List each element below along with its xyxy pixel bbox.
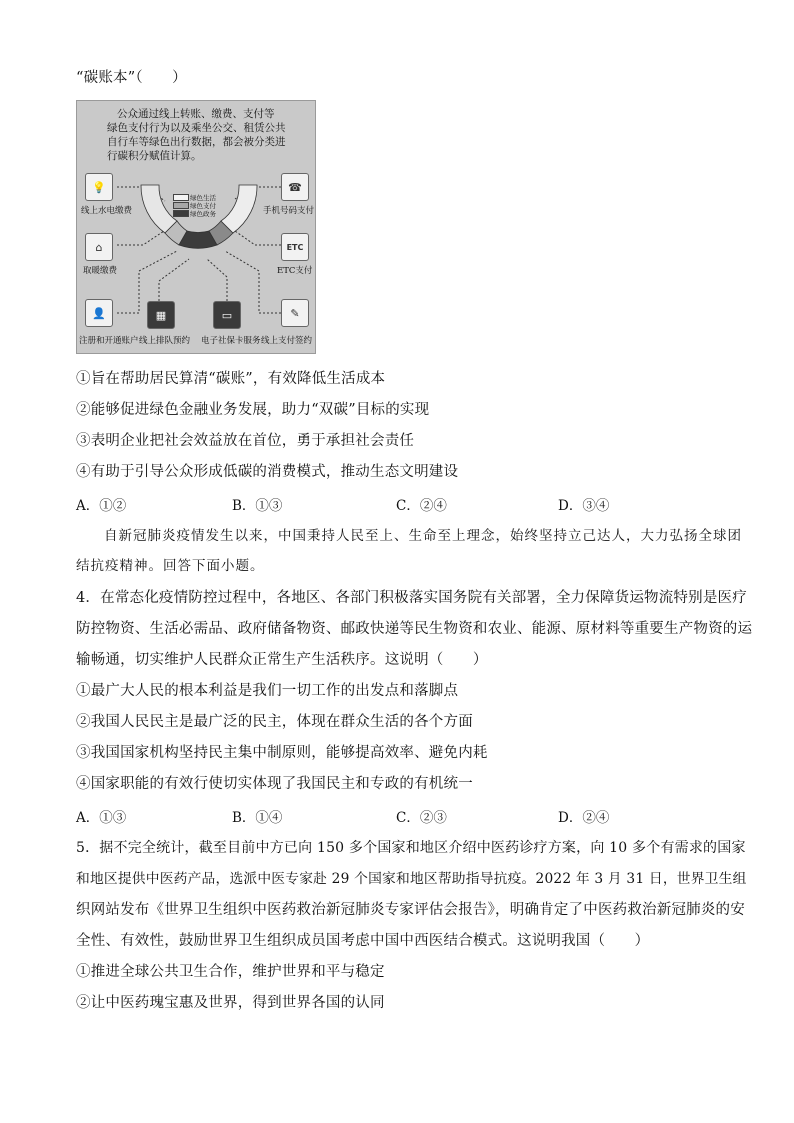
- q3-statement-1: ①旨在帮助居民算清“碳账”，有效降低生活成本: [76, 371, 386, 387]
- etc-icon: ETC: [281, 233, 309, 261]
- legend-swatch-life: [173, 194, 189, 201]
- caption-line: 自行车等绿色出行数据，都会被分类进: [107, 136, 286, 148]
- node-label: 电子社保卡服务: [201, 336, 261, 346]
- phone-pay-icon: ☎: [281, 173, 309, 201]
- q3-option-b[interactable]: B．①③: [232, 498, 283, 514]
- q4-stem-line-3: 输畅通，切实维护人民群众正常生产生活秩序。这说明（ ）: [76, 652, 488, 668]
- user-icon: 👤: [85, 299, 113, 327]
- legend-swatch-gov: [173, 210, 189, 217]
- q5-stem-line-1: 5．据不完全统计，截至目前中方已向 150 多个国家和地区介绍中医药诊疗方案，向 10 多个有需求的国家: [76, 840, 746, 856]
- q4-option-b[interactable]: B．①④: [232, 810, 283, 826]
- q4-option-c[interactable]: C．②③: [396, 810, 447, 826]
- node-label: 手机号码支付: [263, 206, 315, 216]
- q4-option-d[interactable]: D．②④: [558, 810, 610, 826]
- group-intro-line-2: 结抗疫精神。回答下面小题。: [76, 558, 265, 574]
- q4-stem-line-2: 防控物资、生活必需品、政府储备物资、邮政快递等民生物资和农业、能源、原材料等重要生产物资的运: [76, 621, 753, 637]
- q3-option-d[interactable]: D．③④: [558, 498, 610, 514]
- connector-line: [235, 231, 281, 245]
- q3-options: [76, 494, 696, 514]
- node-label: 线上排队预约: [139, 336, 191, 346]
- caption-line: 行碳积分赋值计算。: [107, 150, 202, 162]
- house-icon: ⌂: [85, 233, 113, 261]
- q5-stem-line-3: 织网站发布《世界卫生组织中医药救治新冠肺炎专家评估会报告》，明确肯定了中医药救治新冠肺炎的安: [76, 902, 745, 918]
- legend-swatch-pay: [173, 202, 189, 209]
- card-icon: ▭: [213, 301, 241, 329]
- q5-stem-line-2: 和地区提供中医药产品，选派中医专家赴 29 个国家和地区帮助指导抗疫。2022 年 3 月 31 日，世界卫生组: [76, 871, 747, 887]
- q5-stem-line-4: 全性、有效性，鼓励世界卫生组织成员国考虑中国中西医结合模式。这说明我国（ ）: [76, 933, 650, 949]
- q3-option-a[interactable]: A．①②: [76, 498, 127, 514]
- node-label: 线上水电缴费: [81, 206, 133, 216]
- carbon-account-diagram: [76, 100, 316, 354]
- q4-option-a[interactable]: A．①③: [76, 810, 127, 826]
- q3-option-c[interactable]: C．②④: [396, 498, 447, 514]
- q3-statement-4: ④有助于引导公众形成低碳的消费模式，推动生态文明建设: [76, 464, 459, 480]
- group-intro-line-1: 自新冠肺炎疫情发生以来，中国秉持人民至上、生命至上理念，始终坚持立己达人，大力弘扬全球团: [104, 528, 742, 544]
- legend-label-pay: 绿色支付: [190, 202, 216, 210]
- q4-statement-1: ①最广大人民的根本利益是我们一切工作的出发点和落脚点: [76, 683, 459, 699]
- q3-statement-3: ③表明企业把社会效益放在首位，勇于承担社会责任: [76, 433, 415, 449]
- node-label: ETC支付: [277, 266, 313, 276]
- legend-label-gov: 绿色政务: [190, 210, 216, 218]
- q4-statement-2: ②我国人民民主是最广泛的民主，体现在群众生活的各个方面: [76, 714, 473, 730]
- node-label: 线上支付签约: [261, 336, 313, 346]
- q4-options: [76, 806, 696, 826]
- q5-statement-2: ②让中医药瑰宝惠及世界，得到世界各国的认同: [76, 995, 385, 1011]
- legend-label-life: 绿色生活: [190, 194, 216, 202]
- q4-statement-4: ④国家职能的有效行使切实体现了我国民主和专政的有机统一: [76, 776, 473, 792]
- sign-icon: ✎: [281, 299, 309, 327]
- q3-statement-2: ②能够促进绿色金融业务发展，助力“双碳”目标的实现: [76, 402, 430, 418]
- node-label: 取暖缴费: [83, 266, 118, 276]
- q5-statement-1: ①推进全球公共卫生合作，维护世界和平与稳定: [76, 964, 385, 980]
- calendar-icon: ▦: [147, 301, 175, 329]
- caption-line: 公众通过线上转账、缴费、支付等: [117, 108, 275, 120]
- q4-stem-line-1: 4．在常态化疫情防控过程中，各地区、各部门积极落实国务院有关部署，全力保障货运物流特别是医疗: [76, 590, 747, 606]
- node-label: 注册和开通账户: [79, 336, 139, 346]
- q4-statement-3: ③我国国家机构坚持民主集中制原则，能够提高效率、避免内耗: [76, 745, 488, 761]
- connector-line: [117, 229, 167, 245]
- lightbulb-icon: 💡: [85, 173, 113, 201]
- caption-line: 绿色支付行为以及乘坐公交、租赁公共: [107, 122, 286, 134]
- question-3-stem-fragment: “碳账本”（ ）: [76, 70, 187, 86]
